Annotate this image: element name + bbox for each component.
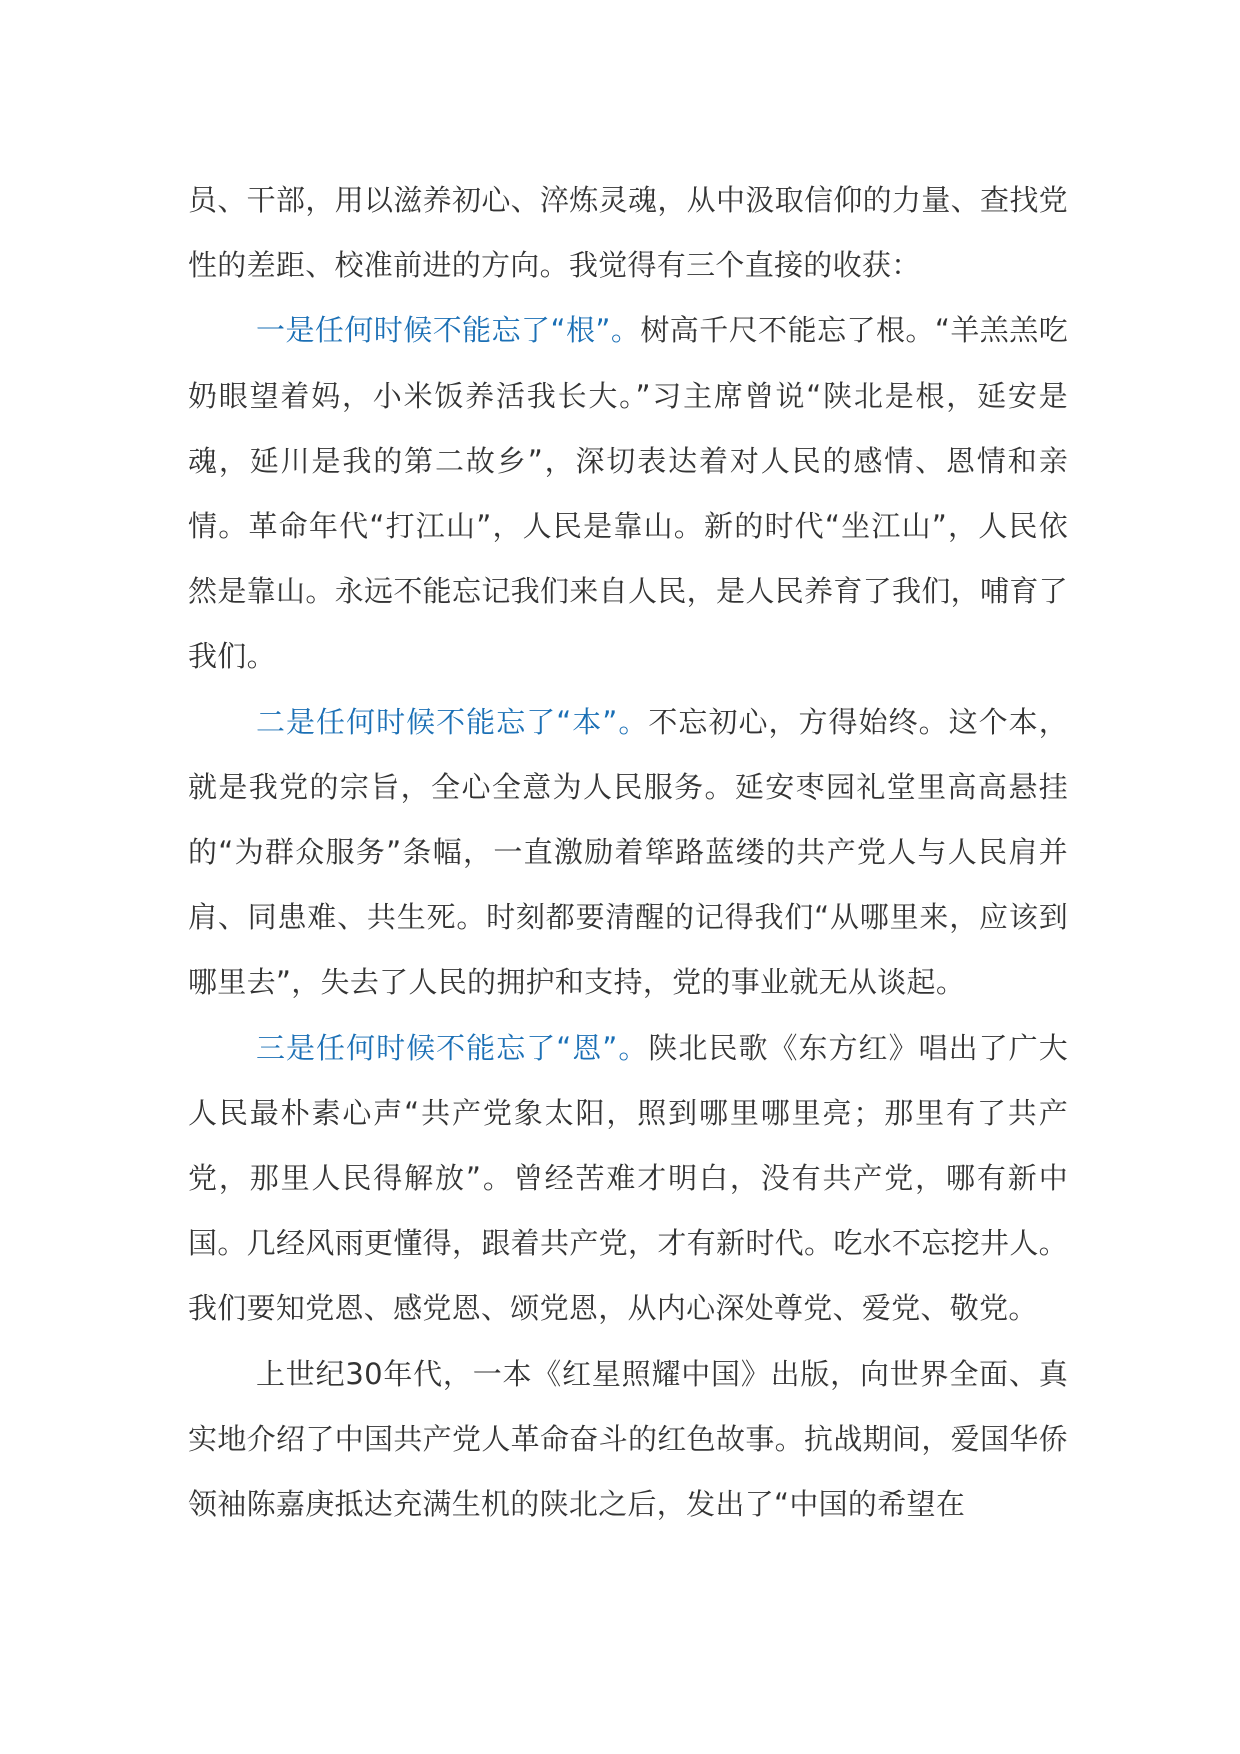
paragraph-text: 上世纪30年代，一本《红星照耀中国》出版，向世界全面、真实地介绍了中国共产党人革命奋斗的红色故事。抗战期间，爱国华侨领袖陈嘉庚抵达充满生机的陕北之后，发出了“中国的希望在: [188, 1356, 1068, 1522]
paragraph-text: 树高千尺不能忘了根。“羊羔羔吃奶眼望着妈，小米饭养活我长大。”习主席曾说“陕北是根，延安是魂，延川是我的第二故乡”，深切表达着对人民的感情、恩情和亲情。革命年代“打江山”，人民是靠山。新的时代“坐江山”，人民依然是靠山。永远不能忘记我们来自人民，是人民养育了我们，哺育了我们。: [188, 313, 1068, 674]
paragraph-continuation: [188, 168, 1068, 298]
paragraph-red-star: [188, 1342, 1068, 1538]
document-page: [188, 168, 1068, 1537]
paragraph-text: 员、干部，用以滋养初心、淬炼灵魂，从中汲取信仰的力量、查找党性的差距、校准前进的方向。我觉得有三个直接的收获：: [188, 183, 1068, 283]
paragraph-foundation: [188, 690, 1068, 1016]
paragraph-heading: 一是任何时候不能忘了“根”。: [256, 313, 641, 348]
paragraph-text: 陕北民歌《东方红》唱出了广大人民最朴素心声“共产党象太阳，照到哪里哪里亮；那里有了共产党，那里人民得解放”。曾经苦难才明白，没有共产党，哪有新中国。几经风雨更懂得，跟着共产党，才有新时代。吃水不忘挖井人。我们要知党恩、感党恩、颂党恩，从内心深处尊党、爱党、敬党。: [188, 1030, 1069, 1326]
paragraph-root: [188, 298, 1068, 689]
paragraph-gratitude: [188, 1016, 1068, 1342]
paragraph-heading: 三是任何时候不能忘了“恩”。: [256, 1030, 649, 1065]
paragraph-text: 不忘初心，方得始终。这个本，就是我党的宗旨，全心全意为人民服务。延安枣园礼堂里高高悬挂的“为群众服务”条幅，一直激励着筚路蓝缕的共产党人与人民肩并肩、同患难、共生死。时刻都要清醒的记得我们“从哪里来，应该到哪里去”，失去了人民的拥护和支持，党的事业就无从谈起。: [188, 704, 1069, 1000]
paragraph-heading: 二是任何时候不能忘了“本”。: [256, 704, 649, 739]
